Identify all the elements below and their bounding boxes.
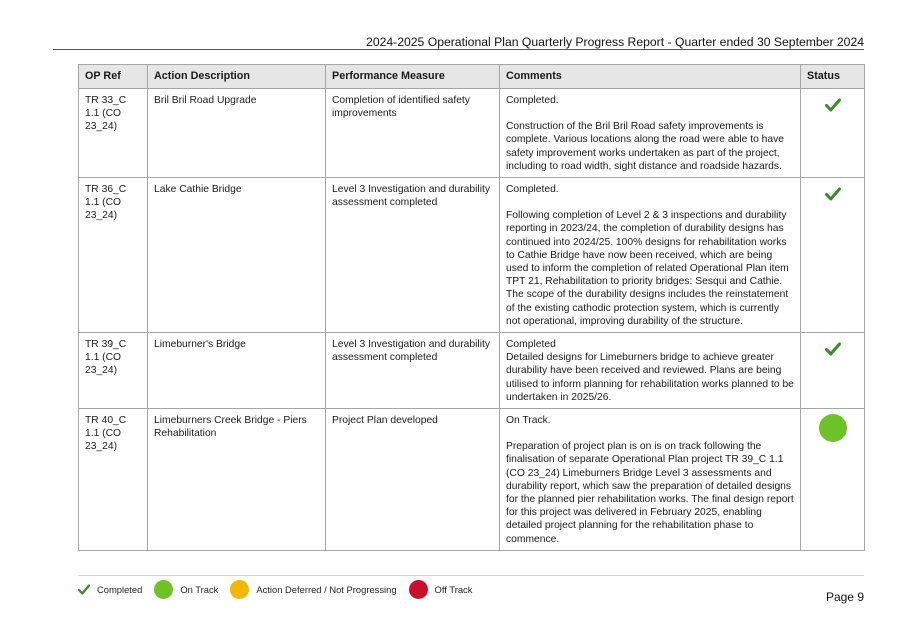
column-header-status: Status [801,65,865,89]
column-header-op-ref: OP Ref [79,65,148,89]
legend-item-deferred [230,580,396,599]
status-cell [801,89,865,178]
legend-item-completed [78,584,142,595]
column-header-action: Action Description [148,65,326,89]
comment-status-line: Completed. [506,95,559,106]
report-title: 2024-2025 Operational Plan Quarterly Progress Report - Quarter ended 30 September 2024 [366,35,864,49]
check-icon [825,342,841,356]
table-row [79,409,865,551]
measure-cell: Completion of identified safety improvements [326,89,500,178]
check-icon [825,98,841,112]
status-cell [801,409,865,551]
check-icon [78,584,90,595]
legend-label: On Track [180,583,219,595]
action-cell: Limeburner's Bridge [148,333,326,409]
comment-detail: Detailed designs for Limeburners bridge to achieve greater durability have been received and reviewed. Plans are being utilised to inform planning for rehabilitation works planned to be undertaken in 2025/26. [506,352,794,403]
table-row [79,333,865,409]
column-header-comments: Comments [500,65,801,89]
amber-circle-icon [230,580,249,599]
measure-cell: Level 3 Investigation and durability assessment completed [326,178,500,333]
comment-detail: Construction of the Bril Bril Road safety improvements is complete. Various locations along the road were able to have safety improvement works undertaken as part of the project, including to road width, sight distance and roadside hazards. [506,121,784,172]
table-header-row [79,65,865,89]
status-cell [801,178,865,333]
op-ref-cell: TR 40_C 1.1 (CO 23_24) [79,409,148,551]
op-ref-cell: TR 36_C 1.1 (CO 23_24) [79,178,148,333]
op-ref-cell: TR 39_C 1.1 (CO 23_24) [79,333,148,409]
status-cell [801,333,865,409]
comments-cell [500,409,801,551]
measure-cell: Project Plan developed [326,409,500,551]
legend-divider [78,575,864,576]
action-cell: Limeburners Creek Bridge - Piers Rehabilitation [148,409,326,551]
progress-table [78,64,865,551]
comment-detail: Preparation of project plan is on is on track following the finalisation of separate Operational Plan project TR 39_C 1.1 (CO 23_24) Limeburners Bridge Level 3 assessments and durability report, which saw the preparation of detailed designs for the planned pier rehabilitation works. The final design report for this project was delivered in February 2025, enabling detailed project planning for the rehabilitation phase to commence. [506,441,794,545]
page-number: Page 9 [825,590,864,604]
column-header-measure: Performance Measure [326,65,500,89]
comment-status-line: On Track. [506,415,551,427]
action-cell: Lake Cathie Bridge [148,178,326,333]
table-row [79,178,865,333]
comment-status-line: Completed. [506,184,559,196]
comments-cell [500,333,801,409]
legend-label: Completed [97,583,143,595]
comments-cell [500,89,801,178]
header-divider [53,49,864,50]
action-cell: Bril Bril Road Upgrade [148,89,326,178]
status-legend [78,578,484,600]
legend-item-on-track [154,580,218,599]
red-circle-icon [409,580,428,599]
legend-item-off-track [409,580,473,599]
table-row [79,89,865,178]
op-ref-cell: TR 33_C 1.1 (CO 23_24) [79,89,148,178]
check-icon [825,187,841,201]
comment-detail: Following completion of Level 2 & 3 inspections and durability reporting in 2023/24, the completion of durability designs has continued into 2024/25. 100% designs for rehabilitation works to Cathie Bridge have now been received, which are being used to inform the completion of related Operational Plan item TPT 21, Rehabilitation to priority bridges: Sesqui and Cathie. The scope of the durability designs includes the reinstatement of the existing cathodic protection system, which is currently not operational, improving durability of the structure. [506,210,789,327]
comment-status-line: Completed [506,339,556,351]
green-circle-icon [154,580,173,599]
comments-cell [500,178,801,333]
legend-label: Action Deferred / Not Progressing [256,583,397,595]
green-circle-icon [819,414,847,442]
measure-cell: Level 3 Investigation and durability assessment completed [326,333,500,409]
legend-label: Off Track [434,583,473,595]
